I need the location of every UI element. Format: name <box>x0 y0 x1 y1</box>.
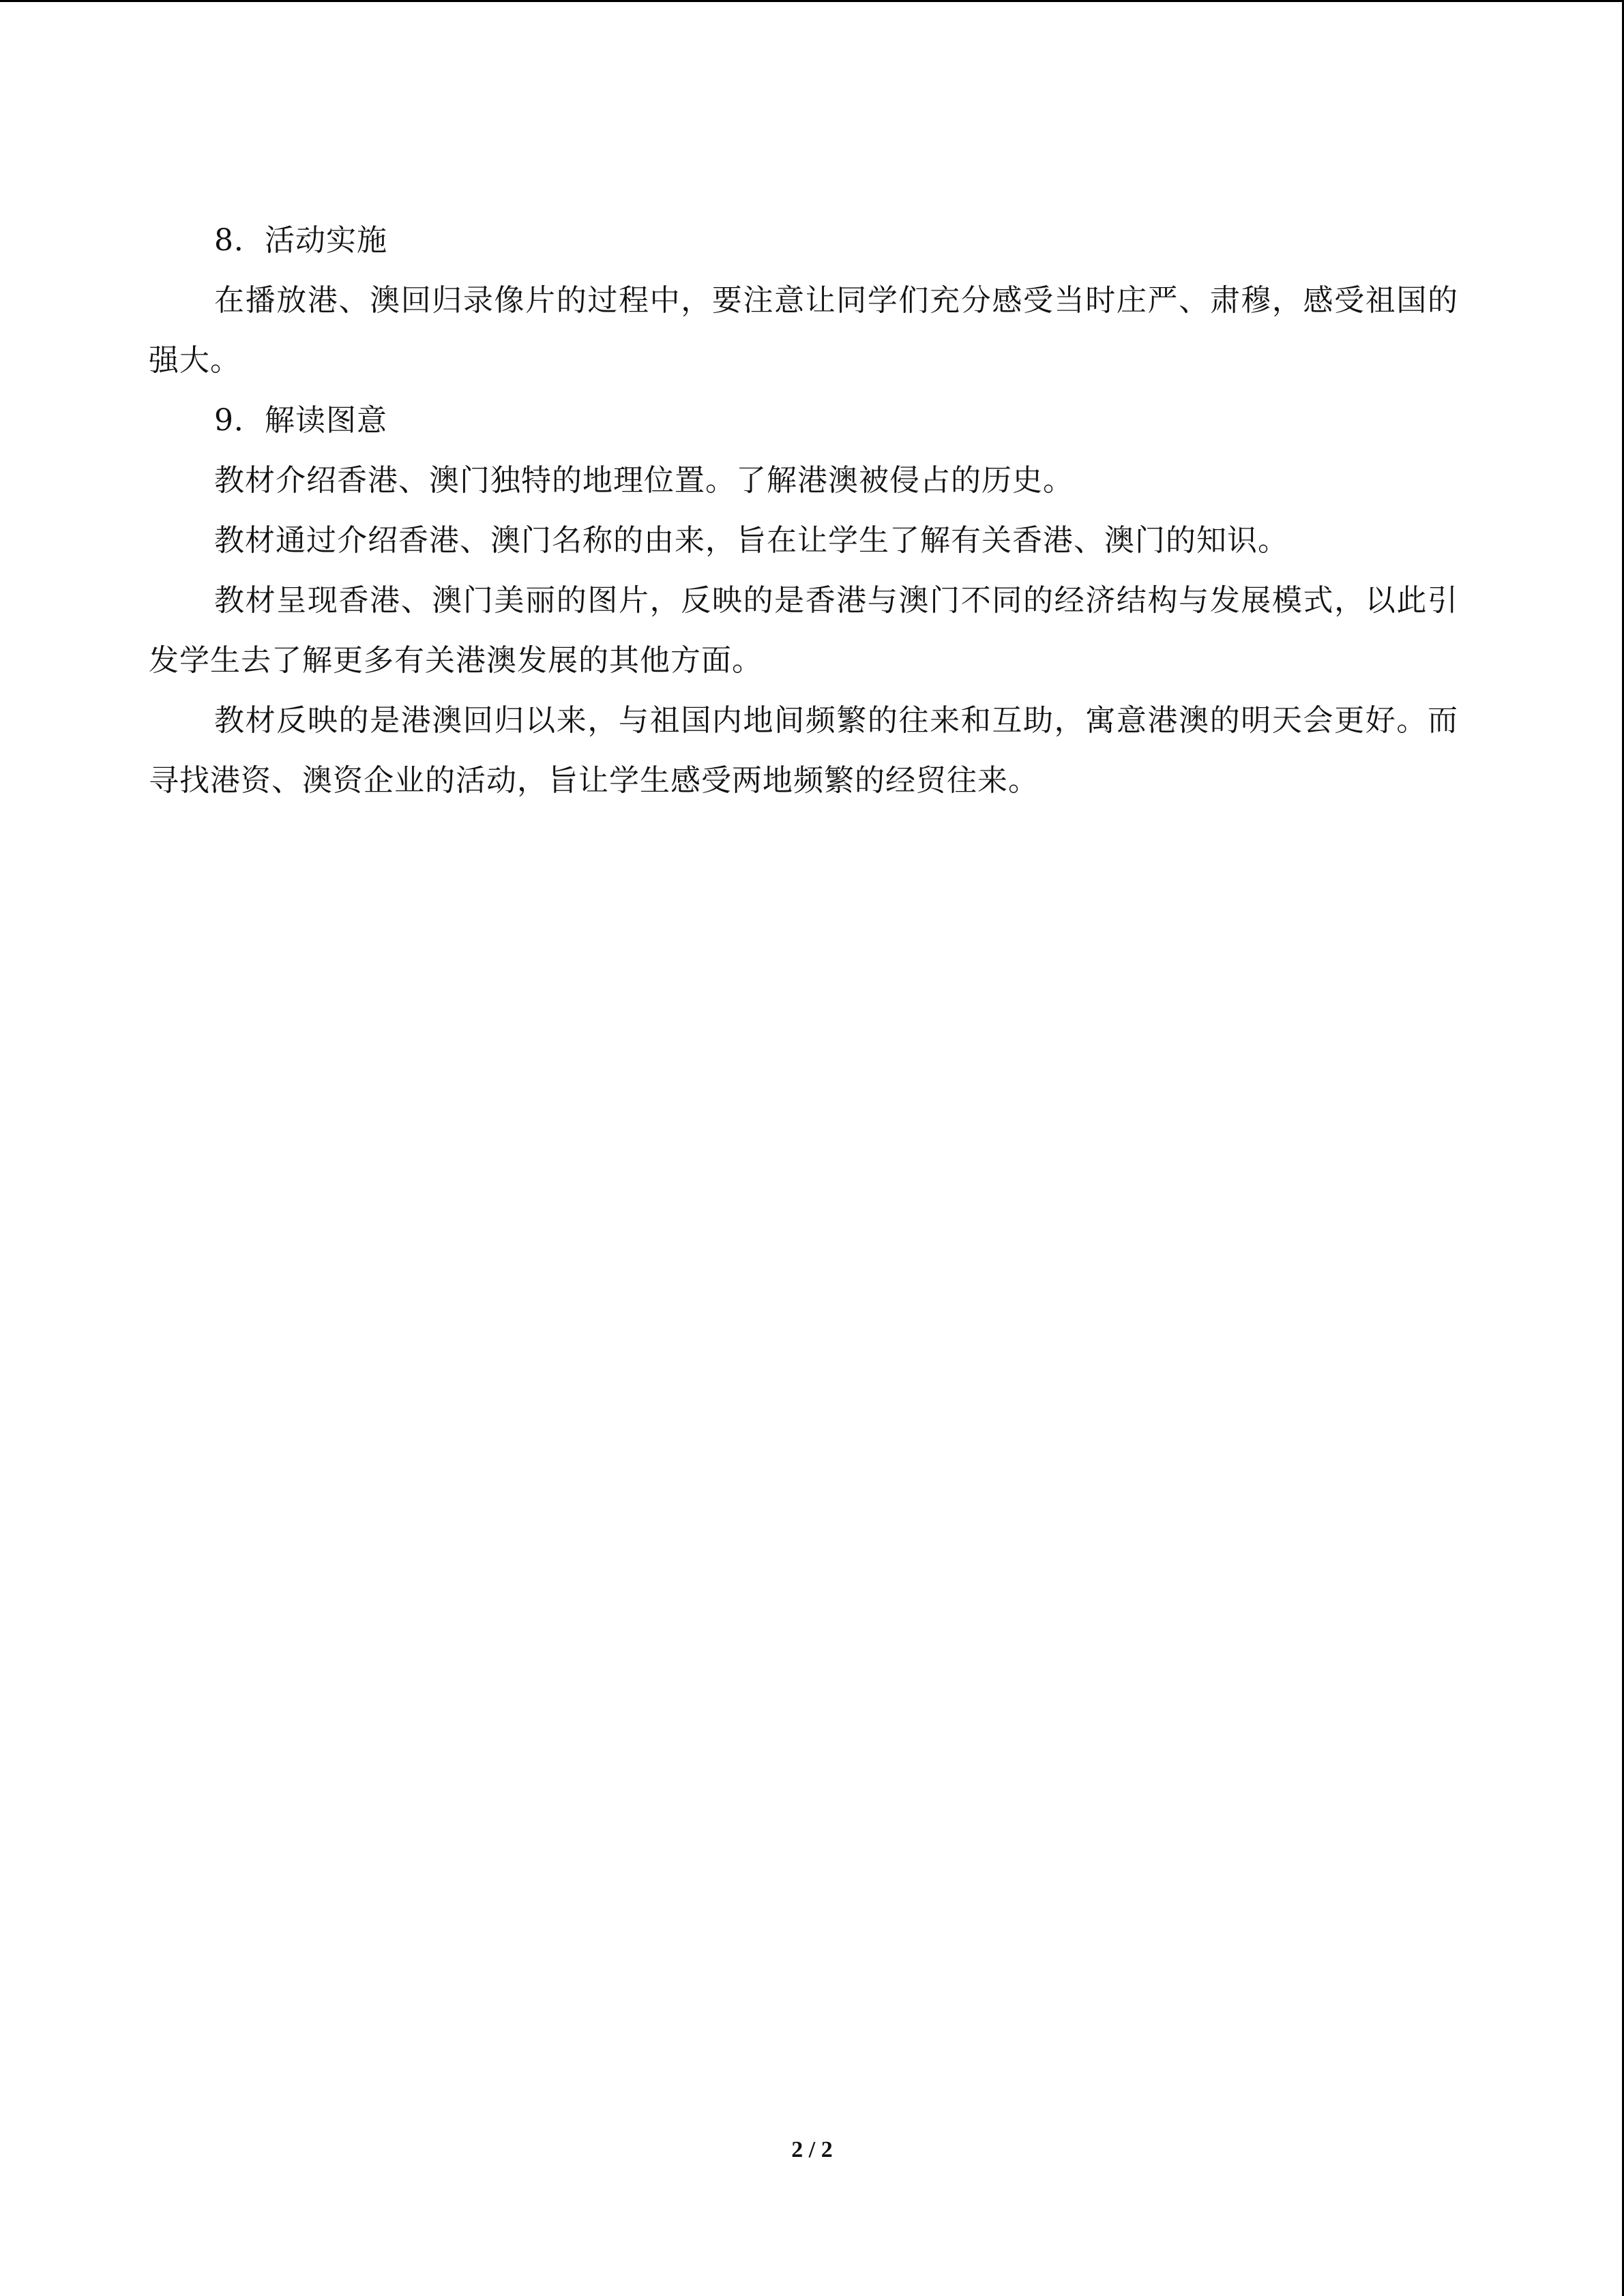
paragraph-interpretation-3: 教材呈现香港、澳门美丽的图片，反映的是香港与澳门不同的经济结构与发展模式，以此引发学生去了解更多有关港澳发展的其他方面。 <box>149 583 1458 678</box>
page-number: 2 / 2 <box>791 2137 833 2162</box>
paragraph-interpretation-1: 教材介绍香港、澳门独特的地理位置。了解港澳被侵占的历史。 <box>214 463 1074 498</box>
paragraph-interpretation-2: 教材通过介绍香港、澳门名称的由来，旨在让学生了解有关香港、澳门的知识。 <box>214 523 1288 558</box>
paragraph-interpretation-4: 教材反映的是港澳回归以来，与祖国内地间频繁的往来和互助，寓意港澳的明天会更好。而寻找港资、澳资企业的活动，旨让学生感受两地频繁的经贸往来。 <box>149 703 1458 798</box>
document-body <box>149 211 1458 811</box>
section-heading-interpretation: 9．解读图意 <box>214 403 387 438</box>
section-heading-activity: 8．活动实施 <box>214 223 387 258</box>
paragraph-activity-1: 在播放港、澳回归录像片的过程中，要注意让同学们充分感受当时庄严、肃穆，感受祖国的强大。 <box>149 283 1458 378</box>
